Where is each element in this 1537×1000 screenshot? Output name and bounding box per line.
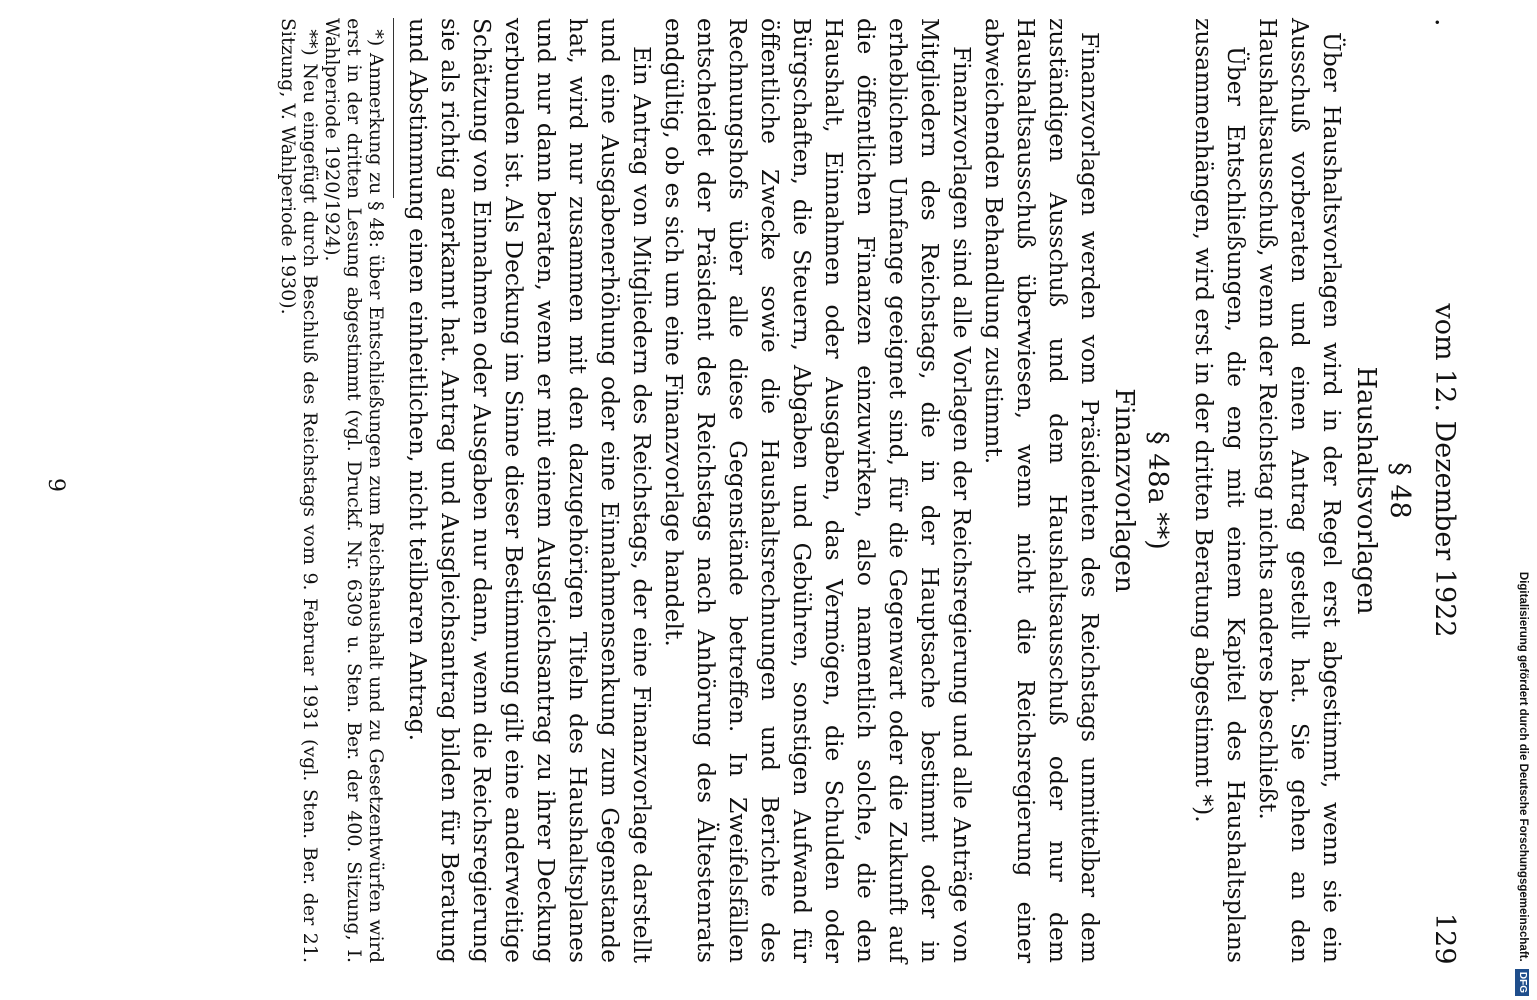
header-title: vom 12. Dezember 1922	[1429, 303, 1460, 638]
footnotes	[277, 18, 394, 963]
section-48a-paragraph-3: Ein Antrag von Mitgliedern des Reichstags, der eine Finanzvorlage darstellt und eine Ausgabenerhöhung oder eine Einnahmensenkung zum Gegenstande hat, wird nur zusammen mit den dazugehörigen Titeln des Haushaltsplanes und nur dann beraten, wenn er mit einem Ausgleichsantrag zu ihrer Deckung verbunden ist. Als Deckung im Sinne dieser Bestimmung gilt eine anderweitige Schätzung von Einnahmen oder Ausgaben nur dann, wenn die Reichsregierung sie als richtig anerkannt hat. Antrag und Ausgleichsantrag bilden für Beratung und Abstimmung einen einheitlichen, nicht teilbaren Antrag.	[404, 18, 656, 963]
section-48-heading: Haushaltsvorlagen	[1351, 366, 1381, 615]
footnote-rule	[393, 18, 394, 198]
dfg-logo: DFG	[1515, 969, 1529, 996]
sheet-number: 9	[43, 478, 68, 492]
section-48-number: § 48	[1384, 462, 1415, 519]
page-number: 129	[1429, 913, 1460, 965]
section-48-paragraph-2: Über Entschließungen, die eng mit einem Kapitel des Haushaltsplans zusammenhängen, wird erst in der dritten Beratung abgestimmt *).	[1190, 18, 1250, 963]
section-48a-heading: Finanzvorlagen	[1109, 388, 1139, 593]
section-spacer	[1174, 18, 1188, 963]
footnote-2: **) Neu eingefügt durch Beschluß des Reichstags vom 9. Februar 1931 (vgl. Sten. Ber. der 21. Sitzung, V. Wahlperiode 1930).	[277, 18, 321, 963]
digitization-credit-text-row	[1512, 4, 1534, 996]
page-text-block	[277, 18, 1460, 963]
section-48-paragraph-1: Über Haushaltsvorlagen wird in der Regel erst abgestimmt, wenn sie ein Ausschuß vorberaten und einen Antrag gestellt hat. Sie gehen an den Haushaltsausschuß, wenn der Reichstag nichts anderes beschließt.	[1254, 18, 1346, 963]
digitization-credit	[1512, 4, 1534, 996]
section-48a-paragraph-2: Finanzvorlagen sind alle Vorlagen der Reichsregierung und alle Anträge von Mitgliedern des Reichstags, die in der Hauptsache bestimmt oder in erheblichem Umfange geeignet sind, für die Gegenwart oder die Zukunft auf die öffentlichen Finanzen einzuwirken, also namentlich solche, die den Haushalt, Einnahmen oder Ausgaben, das Vermögen, die Schulden oder Bürgschaften, die Steuern, Abgaben und Gebühren, sonstigen Aufwand für öffentliche Zwecke sowie die Haushaltsrechnungen und Berichte des Rechnungshofs über alle diese Gegenstände betreffen. In Zweifelsfällen entscheidet der Präsident des Reichstags nach Anhörung des Ältestenrats endgültig, ob es sich um eine Finanzvorlage handelt.	[660, 18, 976, 963]
header-dot: .	[1429, 18, 1460, 27]
digitization-credit-text: Digitalisierung gefördert durch die Deutsche Forschungsgemeinschaft.	[1517, 571, 1529, 962]
footnote-1: *) Anmerkung zu § 48: über Entschließungen zum Reichshaushalt und zu Gesetzentwürfen wird erst in der dritten Lesung abgestimmt (vgl. Druckf. Nr. 6309 u. Sten. Ber. der 400. Sitzung, I. Wahlperiode 1920/1924).	[321, 18, 387, 963]
section-48a-number: § 48a **)	[1142, 431, 1173, 550]
running-header	[1416, 18, 1460, 963]
section-48a-paragraph-1: Finanzvorlagen werden vom Präsidenten des Reichstags unmittelbar dem zuständigen Ausschuß und dem Haushaltsausschuß oder nur dem Haushaltsausschuß überwiesen, wenn nicht die Reichsregierung einer abweichenden Behandlung zustimmt.	[980, 18, 1104, 963]
